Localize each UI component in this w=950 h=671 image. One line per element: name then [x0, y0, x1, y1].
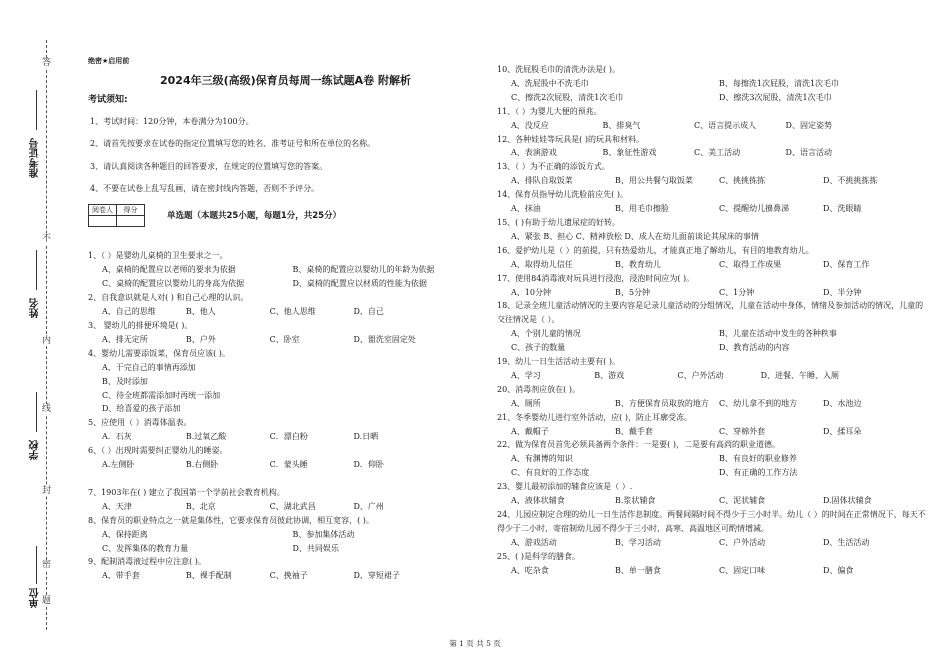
answer-option[interactable]: A、游戏活动 — [511, 537, 557, 547]
spacer — [88, 472, 483, 486]
question-options — [88, 528, 483, 556]
question-stem: 18、记录全班儿童活动情况的主要内容是记录儿童活动的分组情况，儿童在活动中身体，情绪及参加活动的情况，儿童的交往情况是（ ）。 — [497, 301, 924, 325]
answer-option[interactable]: D、保育工作 — [823, 259, 870, 269]
question-stem: 14、保育员指导幼儿洗脸前应先( )。 — [497, 190, 628, 200]
answer-option[interactable]: A、个别儿童的情况 — [511, 329, 581, 339]
answer-option[interactable]: C、户外活动 — [719, 537, 766, 547]
answer-option[interactable]: A、桌椅的配置应以老师的要求为依据 — [102, 265, 236, 275]
answer-option[interactable]: A、液体状辅食 — [511, 496, 565, 506]
question-options — [497, 369, 927, 383]
question-options — [497, 536, 927, 550]
answer-option[interactable]: D.固体状辅食 — [823, 496, 872, 506]
answer-option[interactable]: A、排队自取饭菜 — [511, 176, 573, 186]
question-stem: 17、使用84消毒液对玩具进行浸泡，浸泡时间应为( )。 — [497, 273, 695, 283]
answer-option[interactable]: D、广州 — [353, 501, 384, 511]
answer-option[interactable]: D、有正确的工作方法 — [719, 468, 798, 478]
question-options — [497, 230, 927, 244]
school-label: 学校 — [30, 440, 41, 460]
question-stem: 23、婴儿最初添加的辅食应该是（ ）. — [497, 482, 633, 492]
question-stem: 24、儿园应制定合理的幼儿一日生活作息制度。两餐间隔时间不得少于三小时半。幼儿（ ）的时间在正常情况下，每天不得少于二小时，寄宿制幼儿园不得少于三小时，高寒、高温地区可酌情增减。 — [497, 510, 926, 533]
question-stem: 11、（ ）为婴儿大便的预兆。 — [497, 106, 602, 116]
notice-item: 1、考试时间：120分钟，本卷满分为100分。 — [90, 116, 254, 126]
answer-option[interactable]: C、取得工作成果 — [719, 259, 782, 269]
answer-option[interactable]: A、天津 — [102, 501, 132, 511]
answer-option[interactable]: B、排臭气 — [602, 120, 641, 130]
answer-option[interactable]: B、单一膳食 — [615, 565, 661, 575]
answer-option[interactable]: C、美工活动 — [694, 148, 741, 158]
question-options — [497, 258, 927, 272]
question-stem: 8、保育员的职业特点之一就是集体性，它要求保育员彼此协调，相互宽容，( )。 — [88, 515, 374, 525]
answer-option[interactable]: B、方便保育员取放的地方 — [615, 398, 709, 408]
answer-option[interactable]: C．蒙头睡 — [269, 460, 308, 470]
answer-option[interactable]: A.左侧卧 — [102, 460, 135, 470]
answer-option[interactable]: C、待全班都需添加时再统一添加 — [102, 390, 221, 400]
answer-option[interactable]: D、洗眼睛 — [823, 204, 862, 214]
answer-option[interactable]: B、裸手配制 — [185, 571, 232, 581]
answer-option[interactable]: D、生活活动 — [823, 537, 870, 547]
answer-option[interactable]: A、排无定所 — [102, 334, 148, 344]
answer-option[interactable]: B、参加集体活动 — [292, 529, 355, 539]
answer-option[interactable]: A、戴帽子 — [511, 426, 549, 436]
notice-heading: 考试须知: — [88, 94, 128, 105]
answer-option[interactable]: B、户外 — [185, 334, 216, 344]
question-stem: 1、（ ）是婴幼儿桌椅的卫生要求之一。 — [88, 251, 228, 261]
reviewer-cell[interactable] — [89, 216, 117, 227]
answer-option[interactable]: C、发挥集体的教育力量 — [102, 543, 189, 553]
answer-option[interactable]: D、进餐、午睡、入厕 — [760, 370, 839, 380]
answer-option[interactable]: D、自己 — [353, 307, 384, 317]
answer-option[interactable]: B、用公共餐勺取饭菜 — [615, 176, 693, 186]
answer-option[interactable]: B、游戏 — [594, 370, 625, 380]
answer-option[interactable]: B.右侧卧 — [185, 460, 219, 470]
question-stem: 15、( )有助于幼儿遗尿症的好转。 — [497, 217, 620, 227]
question-options — [497, 286, 927, 300]
answer-option[interactable]: A、洗屁股中不洗毛巾 — [511, 78, 589, 88]
answer-option[interactable]: D、擦洗3次屁股，清洗1次毛巾 — [719, 92, 832, 102]
seal-char: 题 — [41, 596, 51, 606]
answer-option[interactable]: D、固定姿势 — [785, 120, 832, 130]
answer-option[interactable]: B、北京 — [185, 501, 216, 511]
seal-char: 内 — [41, 336, 51, 346]
score-header: 得分 — [117, 205, 145, 216]
answer-option[interactable]: C、卧室 — [269, 334, 300, 344]
question-options — [497, 397, 927, 411]
answer-option[interactable]: C、孩子的数量 — [511, 343, 566, 353]
answer-option[interactable]: B、5分钟 — [615, 287, 650, 297]
answer-option[interactable]: C、他人思维 — [269, 307, 316, 317]
answer-option[interactable]: A、吃杂食 — [511, 565, 549, 575]
spacer — [88, 239, 483, 249]
answer-option[interactable] — [844, 369, 927, 383]
answer-option[interactable]: D、半分钟 — [823, 287, 862, 297]
answer-option[interactable]: D.日晒 — [353, 432, 379, 442]
answer-option[interactable]: B、学习活动 — [615, 537, 661, 547]
question-stem: 5、应使用（ ）消毒体温表。 — [88, 418, 192, 428]
answer-option[interactable]: A．石灰 — [102, 432, 132, 442]
answer-option[interactable]: D、不挑挑拣拣 — [823, 176, 878, 186]
answer-option[interactable]: B、儿童在活动中发生的各种秩事 — [719, 329, 837, 339]
answer-option[interactable]: C、有良好的工作态度 — [511, 468, 590, 478]
question-options — [497, 425, 927, 439]
score-row — [88, 204, 483, 227]
answer-option[interactable]: A、抹油 — [511, 204, 541, 214]
question-options — [88, 569, 483, 583]
exam-number-label: 准考证号 — [30, 138, 41, 178]
answer-option[interactable]: D、水池边 — [823, 398, 862, 408]
score-table — [88, 204, 145, 227]
question-stem: 25、( )是科学的膳食。 — [497, 551, 580, 561]
seal-char: 封 — [41, 486, 51, 496]
question-options — [497, 327, 927, 355]
notice-item: 2、请首先按要求在试卷的指定位置填写您的姓名、准考证号和所在单位的名称。 — [90, 139, 376, 149]
answer-option[interactable]: B、用毛巾擦脸 — [615, 204, 669, 214]
question-options — [497, 146, 927, 160]
name-label: 姓名 — [30, 298, 41, 318]
question-options — [88, 430, 483, 444]
answer-option[interactable]: C、擦洗2次屁股，清洗1次毛巾 — [511, 92, 624, 102]
answer-option[interactable]: B、教育幼儿 — [615, 259, 661, 269]
answer-option[interactable]: A、没反应 — [511, 120, 549, 130]
seal-char: 不 — [41, 234, 51, 244]
answer-option[interactable]: D、揉耳朵 — [823, 426, 862, 436]
question-options — [88, 458, 483, 472]
answer-option[interactable]: B、桌椅的配置应以婴幼儿的年龄为依据 — [292, 265, 435, 275]
answer-option[interactable]: B、象征性游戏 — [602, 148, 657, 158]
answer-option[interactable]: A、表演游戏 — [511, 148, 557, 158]
question-options — [88, 361, 483, 417]
unit-label: 单位 — [30, 588, 41, 608]
question-stem: 16、爱护幼儿是（ ）的前提，只有热爱幼儿，才能真正地了解幼儿，有目的地教育幼儿。 — [497, 245, 814, 255]
answer-option[interactable]: A、有渊博的知识 — [511, 454, 573, 464]
answer-option[interactable]: D、共同娱乐 — [292, 543, 339, 553]
answer-option[interactable]: C、挑挑拣拣 — [719, 176, 766, 186]
question-stem: 20、消毒剂应放在( )。 — [497, 384, 580, 394]
answer-option[interactable]: A、自己的思维 — [102, 307, 156, 317]
question-stem: 6、（ ）出现时需要纠正婴幼儿的睡姿。 — [88, 446, 228, 456]
question-stem: 19、幼儿一日生活活动主要有( )。 — [497, 357, 620, 367]
answer-option[interactable]: C、湖北武昌 — [269, 501, 316, 511]
answer-option[interactable]: B、及时添加 — [102, 376, 148, 386]
answer-option[interactable]: D．仰卧 — [353, 460, 384, 470]
answer-option[interactable]: D、穿短裙子 — [353, 571, 400, 581]
answer-option[interactable]: B、每擦洗1次屁股，清洗1次毛巾 — [719, 78, 840, 88]
question-options — [497, 174, 927, 188]
question-stem: 2、自我意识就是人对( ) 和自己心理的认识。 — [88, 293, 249, 303]
answer-option[interactable]: D、盥洗室固定处 — [353, 334, 416, 344]
answer-option[interactable]: A、保持距离 — [102, 529, 148, 539]
answer-option[interactable]: A、10分钟 — [511, 287, 551, 297]
question-stem: 4、婴幼儿需要添饭菜，保育员应该( )。 — [88, 348, 230, 358]
answer-option[interactable]: B、他人 — [185, 307, 216, 317]
answer-option[interactable]: A、带手套 — [102, 571, 140, 581]
score-cell[interactable] — [117, 216, 145, 227]
left-column — [88, 56, 483, 583]
answer-option[interactable]: C、提醒幼儿擤鼻涕 — [719, 204, 790, 214]
question-options — [88, 500, 483, 514]
answer-option[interactable]: C．漂白粉 — [269, 432, 308, 442]
question-stem: 10、洗屁股毛巾的清洗办法是( )。 — [497, 65, 620, 74]
seal-char: 线 — [41, 404, 51, 414]
question-options — [497, 119, 927, 133]
answer-option[interactable]: B.浆状辅食 — [615, 496, 656, 506]
question-options — [497, 77, 927, 105]
answer-option[interactable]: C、泥状辅食 — [719, 496, 766, 506]
question-stem: 9、配制消毒液过程中应注意( )。 — [88, 557, 206, 567]
notice-item: 3、请认真阅读各种题目的回答要求，在规定的位置填写您的答案。 — [90, 161, 328, 171]
answer-option[interactable]: C、固定口味 — [719, 565, 766, 575]
answer-option[interactable]: C、桌椅的配置应以婴幼儿的身高为依据 — [102, 279, 245, 289]
notice-item: 4、不要在试卷上乱写乱画，请在密封线内答题，否则不予评分。 — [90, 184, 320, 194]
answer-option[interactable]: D、教育活动的内容 — [719, 343, 790, 353]
page-number: 第 1 页 共 5 页 — [449, 639, 501, 648]
answer-option[interactable]: C、户外活动 — [677, 370, 724, 380]
question-options — [88, 263, 483, 291]
section-heading: 单选题（本题共25小题，每题1分，共25分） — [167, 210, 342, 221]
answer-option[interactable]: A、取得幼儿信任 — [511, 259, 573, 269]
answer-option[interactable]: A、紧张 B、担心 C、精神放松 D、成人在幼儿面前谈论其尿床的事情 — [511, 231, 759, 241]
answer-option[interactable]: B、戴手套 — [615, 426, 653, 436]
question-stem: 13、（ ）为不正确的添饭方式。 — [497, 162, 610, 172]
question-options — [497, 452, 927, 480]
question-options — [497, 564, 927, 578]
answer-option[interactable]: D、语言活动 — [785, 148, 832, 158]
question-options — [88, 305, 483, 319]
question-stem: 21、冬季婴幼儿进行室外活动，应( )，防止耳廓受冻。 — [497, 412, 692, 422]
answer-option[interactable]: A、干完自己的事情再添加 — [102, 362, 196, 372]
question-stem: 7、1903年在( ) 建立了我国第一个学前社会教育机构。 — [88, 487, 285, 497]
exam-title: 2024年三级(高级)保育员每周一练试题A卷 附解析 — [159, 74, 411, 87]
answer-option[interactable]: D、桌椅的配置应以材质的性能为依据 — [292, 279, 427, 289]
answer-option[interactable]: A、学习 — [511, 370, 541, 380]
answer-option[interactable]: C、1分钟 — [719, 287, 755, 297]
question-options — [497, 494, 927, 508]
answer-option[interactable]: C、幼儿拿不到的地方 — [719, 398, 798, 408]
seal-char: 答 — [41, 58, 51, 68]
answer-option[interactable]: A、厕所 — [511, 398, 541, 408]
answer-option[interactable]: B、有良好的职业修养 — [719, 454, 797, 464]
answer-option[interactable]: C、挽袖子 — [269, 571, 308, 581]
question-stem: 12、各种娃娃等玩具是( )的玩具和材料。 — [497, 134, 644, 144]
answer-option[interactable]: D、偏食 — [823, 565, 854, 575]
question-options — [88, 333, 483, 347]
answer-option[interactable]: C、语言提示成人 — [694, 120, 757, 130]
answer-option[interactable]: D、给喜爱的孩子添加 — [102, 404, 181, 414]
question-stem: 22、做为保育员首先必须具备两个条件：一是要( )，二是要有高尚的职业道德。 — [497, 440, 780, 450]
right-question-list — [497, 63, 927, 578]
answer-option[interactable]: B.过氧乙酸 — [185, 432, 227, 442]
reviewer-header: 阅卷人 — [89, 205, 117, 216]
seal-char: 密 — [41, 560, 51, 570]
answer-option[interactable]: C、穿棉外套 — [719, 426, 766, 436]
left-question-list — [88, 249, 483, 583]
question-options — [497, 202, 927, 216]
right-column — [497, 63, 927, 578]
secret-mark: 绝密★启用前 — [88, 57, 130, 65]
question-stem: 3、 婴幼儿的排便环境是( )。 — [88, 320, 193, 330]
